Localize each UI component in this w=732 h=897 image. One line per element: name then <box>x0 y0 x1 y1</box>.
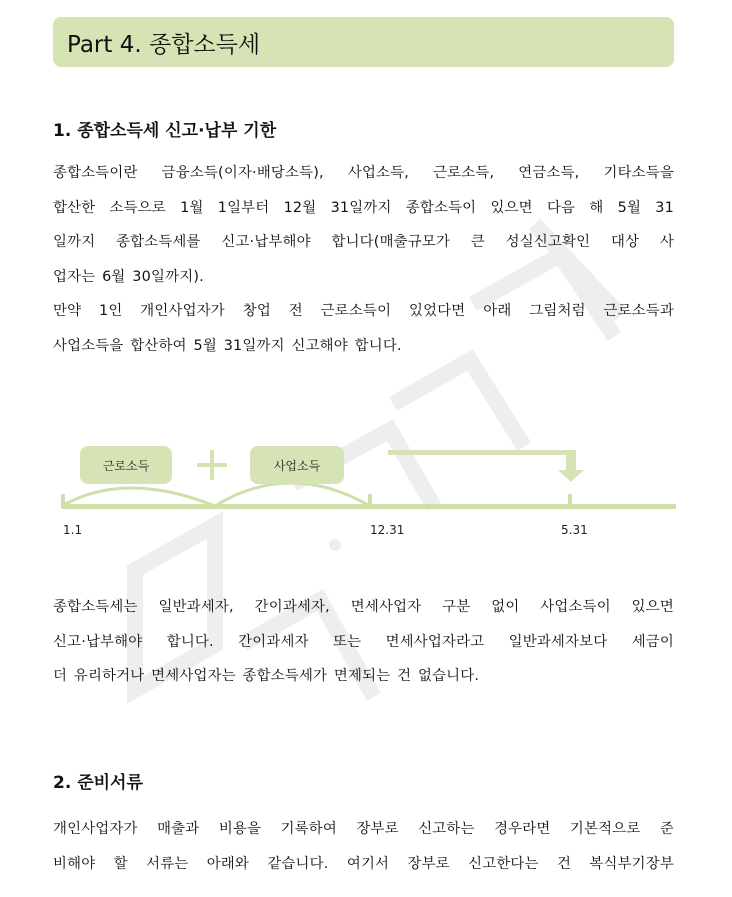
paragraph-definition <box>53 156 674 363</box>
tick-label-year-end: 12.31 <box>370 523 405 537</box>
text-line: 더 유리하거나 면세사업자는 종합소득세가 면제되는 건 없습니다. <box>53 668 480 684</box>
tick-mark <box>568 494 572 508</box>
business-income-label: 사업소득 <box>273 459 321 473</box>
text-line: 비해야 할 서류는 아래와 같습니다. 여기서 장부로 신고한다는 건 복식부기장부 <box>53 855 674 872</box>
text-line: 업자는 6월 30일까지). <box>53 268 204 285</box>
text-line: 신고·납부해야 합니다. 간이과세자 또는 면세사업자라고 일반과세자보다 세금이 <box>53 633 674 650</box>
part-title: Part 4. 종합소득세 <box>67 32 261 58</box>
paragraph-applicability <box>53 590 674 694</box>
section-heading-documents: 2. 준비서류 <box>53 773 143 793</box>
part-header-band <box>53 17 674 67</box>
section-heading-deadline: 1. 종합소득세 신고·납부 기한 <box>53 121 277 141</box>
tick-label-deadline: 5.31 <box>561 523 588 537</box>
tick-mark <box>61 494 65 508</box>
paragraph-documents <box>53 812 674 881</box>
plus-icon <box>197 450 227 480</box>
labor-income-label: 근로소득 <box>102 459 150 473</box>
text-line: 합산한 소득으로 1월 1일부터 12월 31일까지 종합소득이 있으면 다음 해 5월 31 <box>53 199 674 216</box>
text-line: 일까지 종합소득세를 신고·납부해야 합니다(매출규모가 큰 성실신고확인 대상 사 <box>53 234 674 250</box>
period-arc-labor <box>62 488 215 506</box>
arrow-right-down-icon <box>388 450 584 482</box>
tick-label-start: 1.1 <box>63 523 83 537</box>
text-line: 개인사업자가 매출과 비용을 기록하여 장부로 신고하는 경우라면 기본적으로 준 <box>53 821 674 837</box>
text-line: 만약 1인 개인사업자가 창업 전 근로소득이 있었다면 아래 그림처럼 근로소득과 <box>53 303 674 319</box>
text-line: 종합소득이란 금융소득(이자·배당소득), 사업소득, 근로소득, 연금소득, 기타소득을 <box>53 165 674 181</box>
text-line: 사업소득을 합산하여 5월 31일까지 신고해야 합니다. <box>53 337 402 354</box>
text-line: 종합소득세는 일반과세자, 간이과세자, 면세사업자 구분 없이 사업소득이 있으면 <box>53 599 674 615</box>
income-timeline-diagram <box>0 430 732 550</box>
tick-mark <box>368 494 372 508</box>
period-arc-business <box>215 483 370 506</box>
